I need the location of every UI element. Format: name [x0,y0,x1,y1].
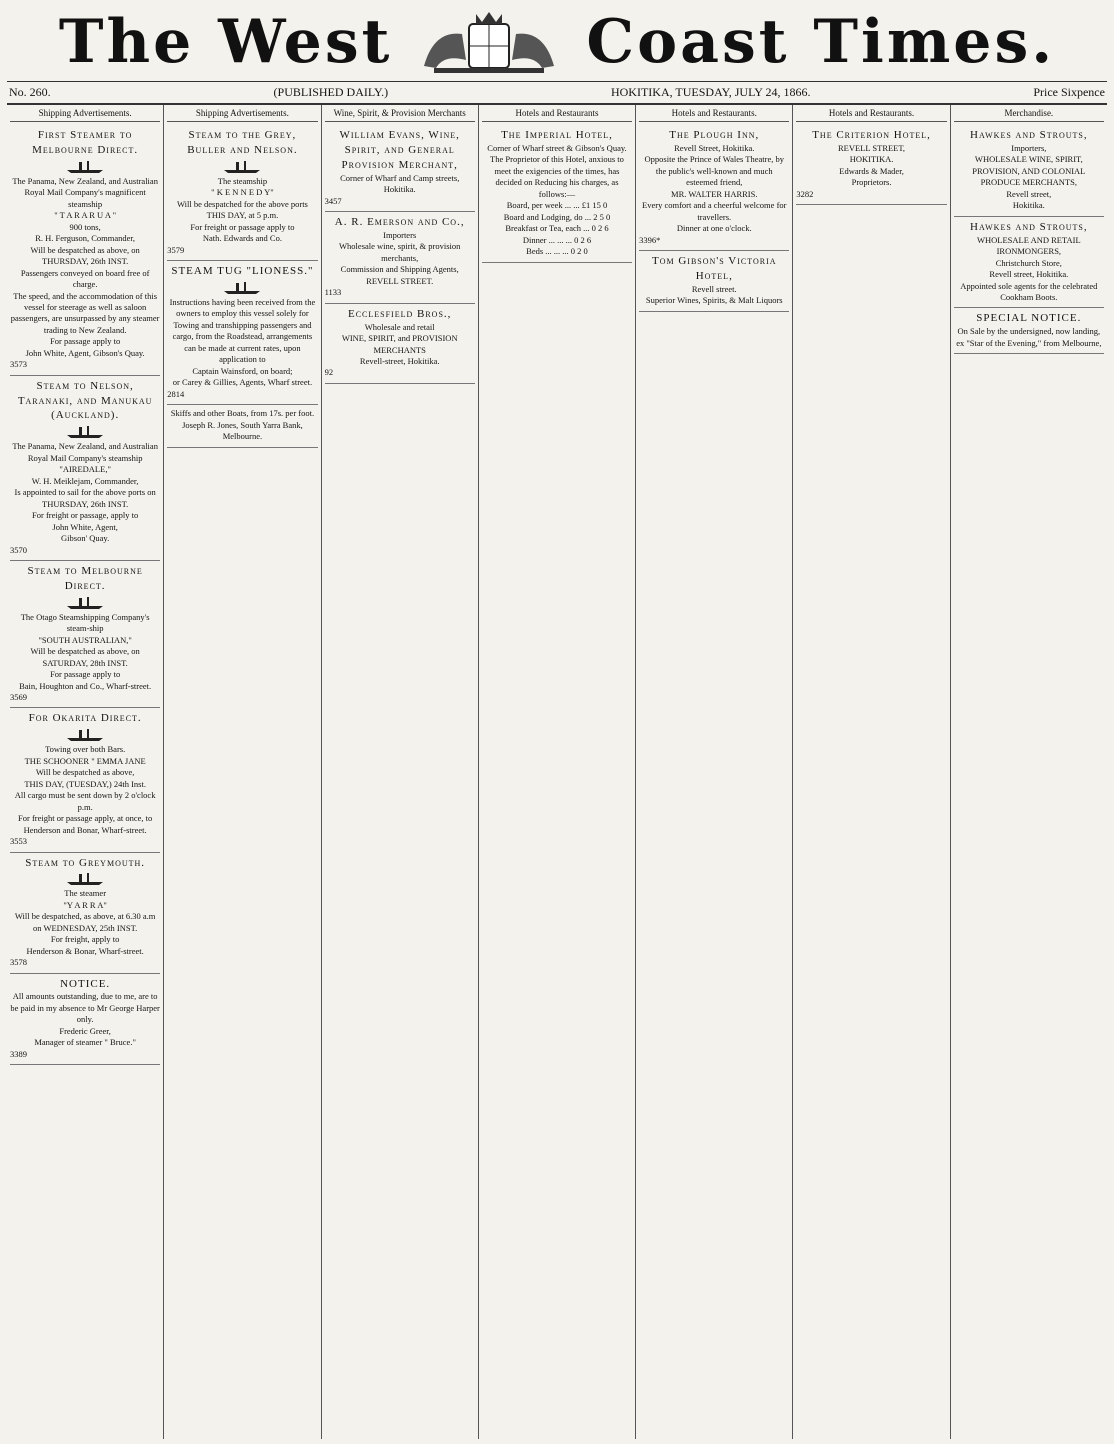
ad-line: Is appointed to sail for the above ports on [14,487,156,498]
ad-line: " K E N N E D Y" [211,187,274,198]
column-heading: Hotels and Restaurants. [796,105,946,122]
steamship-icon [65,728,105,742]
column-heading: Shipping Advertisements. [167,105,317,122]
ad-reference: 3389 [10,1048,27,1059]
ad-line: For freight or passage apply, at once, to [18,813,153,824]
column [164,105,321,1439]
ad-title: Steam to Melbourne Direct. [27,565,143,592]
ad-line: W. H. Meiklejam, Commander, [31,475,139,486]
advertisement [10,376,160,561]
ad-line: Revell street. [691,283,737,294]
ad-line: Henderson & Bonar, Wharf-street. [26,945,144,956]
ad-line: Superior Wines, Spirits, & Malt Liquors [645,295,783,306]
advertisement [954,125,1104,217]
advertisement [325,125,475,212]
ad-line: The steamer [64,888,107,899]
ad-line: The steamship [217,175,268,186]
ad-line: Revell street, [1006,188,1052,199]
ad-line: Manager of steamer " Bruce." [34,1037,136,1048]
advertisement [10,561,160,708]
ad-line: Dinner at one o'clock. [676,223,752,234]
ad-line: Frederic Greer, [59,1025,111,1036]
ad-line: Hokitika. [383,184,416,195]
ad-title: Ecclesfield Bros., [347,307,452,320]
column [793,105,950,1439]
ad-title: The Plough Inn, [669,129,760,142]
ad-line: Henderson and Bonar, Wharf-street. [23,824,147,835]
ad-reference: 1133 [324,287,342,298]
ad-line: MR. WALTER HARRIS. [671,188,758,199]
masthead-title-right: Coast Times. [586,7,1056,77]
masthead-title-left: The West [58,7,393,77]
ad-title: Steam to the Grey, Buller and Nelson. [187,129,298,156]
ad-title: For Okarita Direct. [28,712,142,725]
ad-reference: 3396* [639,234,661,245]
place-date: HOKITIKA, TUESDAY, JULY 24, 1866. [610,85,811,99]
ad-line: The Panama, New Zealand, and Australian Royal Mail Company's steamship [12,441,158,463]
ad-line: The Proprietor of this Hotel, anxious to meet the exigencies of the times, has decided on Reducing his charges, as follows:— [490,154,624,199]
ad-title: The Criterion Hotel, [812,129,931,142]
ad-line: " T A R A R U A " [54,210,117,221]
ad-line: Revell Street, Hokitika. [674,142,755,153]
ad-line: The Panama, New Zealand, and Australian Royal Mail Company's magnificent steamship [12,175,158,209]
advertisement [954,217,1104,309]
advertisement [639,251,789,312]
ad-title: Hawkes and Strouts, [970,129,1088,142]
ad-line: 900 tons, [69,221,101,232]
advertisement [167,405,317,447]
ad-line: The speed, and the accommodation of this vessel for steerage as well as saloon passengers, are unsurpassed by any steamer trading to New Zealand. [10,290,160,335]
ad-line: REVELL STREET, [838,142,906,153]
column-heading: Wine, Spirit, & Provision Merchants [325,105,475,122]
steamship-icon [65,872,105,886]
ad-line: Instructions having been received from the owners to employ this vessel solely for Towing and transhipping passengers and cargo, from the Roadstead, arrangements can be made at current rates, upon application to [169,296,316,365]
ad-reference: 2814 [167,388,185,399]
ad-line: Will be despatched as above, [35,767,135,778]
column-heading: Hotels and Restaurants [482,105,632,122]
ad-line: THIS DAY, (TUESDAY,) 24th Inst. [24,778,146,789]
ad-line: On Sale by the undersigned, now landing, ex "Star of the Evening," from Melbourne, [956,326,1102,348]
ad-line: Wholesale and retail [364,321,435,332]
ad-line: WHOLESALE WINE, SPIRIT, PROVISION, AND COLONIAL PRODUCE MERCHANTS, [972,154,1086,188]
steamship-icon [222,281,262,295]
ad-line: Bain, Houghton and Co., Wharf-street. [19,680,152,691]
edition-note: (PUBLISHED DAILY.) [273,85,389,99]
ad-line: Christchurch Store, [995,257,1062,268]
column [7,105,164,1439]
ad-reference: 3578 [10,957,27,968]
column [479,105,636,1439]
ad-line: Gibson' Quay. [61,533,110,544]
ad-line: THURSDAY, 26th INST. [42,498,129,509]
newspaper-page [7,3,1107,1438]
ad-line: For freight or passage apply to [190,221,295,232]
ad-reference: 3282 [796,188,814,199]
ad-line: The Otago Steamshipping Company's steam-ship [20,611,150,634]
ad-title: SPECIAL NOTICE. [976,312,1082,325]
ad-title: Tom Gibson's Victoria Hotel, [652,255,777,283]
ad-line: Board, per week ... ... £1 15 0 [506,200,608,211]
ad-line: Towing over both Bars. [45,744,126,755]
advertisement [482,125,632,263]
ad-line: Proprietors. [851,177,892,188]
ad-line: Passengers conveyed on board free of charge. [20,267,150,290]
advertisement [10,853,160,974]
ad-reference: 3570 [10,544,27,555]
ad-reference: 3457 [324,195,342,206]
advertisement [10,974,160,1066]
column [951,105,1107,1439]
ad-line: WHOLESALE AND RETAIL IRONMONGERS, [976,234,1081,257]
ad-line: Wholesale wine, spirit, & provision merchants, [339,241,461,263]
advertisement [954,308,1104,354]
ad-title: STEAM TUG "LIONESS." [171,265,314,278]
ad-line: "SOUTH AUSTRALIAN," [38,634,132,645]
ad-line: REVELL STREET. [366,275,434,286]
ad-line: John White, Agent, [52,521,118,532]
advertisement [325,304,475,384]
ad-line: HOKITIKA. [849,154,894,165]
ad-line: Edwards & Mader, [839,165,904,176]
ad-line: SATURDAY, 28th INST. [42,657,128,668]
ad-title: William Evans, Wine, Spirit, and General Provision Merchant, [339,129,460,171]
columns [7,105,1107,1439]
dateline [7,82,1107,105]
ad-line: Appointed sole agents for the celebrated Cookham Boots. [960,280,1098,302]
steamship-icon [65,596,105,610]
ad-line: Every comfort and a cheerful welcome for travellers. [642,200,787,222]
advertisement [167,125,317,261]
advertisement [167,261,317,405]
ad-title: First Steamer to Melbourne Direct. [32,129,139,156]
ad-line: Will be despatched for the above ports THIS DAY, at 5 p.m. [176,198,308,221]
column-heading: Hotels and Restaurants. [639,105,789,122]
ad-line: Corner of Wharf and Camp streets, [340,172,460,183]
ad-reference: 3553 [10,836,27,847]
ad-title: Steam to Greymouth. [25,856,146,869]
ad-line: For passage apply to [50,669,121,680]
ad-title: A. R. Emerson and Co., [334,216,465,229]
ad-line: Captain Wainsford, on board; [192,365,293,376]
ad-line: For freight or passage, apply to [32,510,139,521]
steamship-icon [65,160,105,174]
ad-line: Importers [383,229,417,240]
price: Price Sixpence [1033,85,1105,99]
advertisement [10,708,160,852]
issue-number: No. 260. [9,85,51,99]
ad-title: Steam to Nelson, Taranaki, and Manukau (Auckland). [17,379,153,422]
advertisement [639,125,789,251]
ad-line: Importers, [1011,142,1047,153]
ad-line: "AIREDALE," [59,464,111,475]
ad-line: Revell-street, Hokitika. [359,355,440,366]
ad-line: "Y A R R A" [63,899,107,910]
ad-line: Nath. Edwards and Co. [202,233,282,244]
ad-reference: 3579 [167,244,185,255]
ad-line: Board and Lodging, do ... 2 5 0 [503,211,611,222]
ad-line: For passage apply to [50,336,121,347]
ad-line: John White, Agent, Gibson's Quay. [25,347,145,358]
column-heading: Merchandise. [954,105,1104,122]
ad-line: Opposite the Prince of Wales Theatre, by the public's well-known and much esteemed friend, [644,154,784,188]
ad-line: R. H. Ferguson, Commander, [35,233,136,244]
steamship-icon [222,160,262,174]
ad-line: Skiffs and other Boats, from 17s. per foot. Joseph R. Jones, South Yarra Bank, Melbourne. [170,408,315,442]
masthead [7,3,1107,82]
ad-line: Beds ... ... ... 0 2 0 [526,246,588,257]
ad-reference: 3573 [10,359,27,370]
ad-line: THURSDAY, 26th INST. [42,256,129,267]
ad-line: Commission and Shipping Agents, [340,264,459,275]
ad-line: Hokitika. [1012,200,1045,211]
ad-line: For freight, apply to [50,934,120,945]
advertisement [796,125,946,205]
ad-line: Will be despatched as above, on [30,244,140,255]
ad-line: Revell street, Hokitika. [989,269,1069,280]
ad-line: Corner of Wharf street & Gibson's Quay. [487,142,627,153]
advertisement [10,125,160,376]
ad-line: Breakfast or Tea, each ... 0 2 6 [505,223,609,234]
ad-line: All amounts outstanding, due to me, are to be paid in my absence to Mr George Harper only. [10,991,160,1025]
ad-line: WINE, SPIRIT, and PROVISION MERCHANTS [341,333,458,355]
ad-line: Will be despatched, as above, at 6.30 a.m on WEDNESDAY, 25th INST. [14,911,156,933]
ad-reference: 3569 [10,691,27,702]
advertisement [325,212,475,304]
royal-crest-icon [414,10,564,74]
ad-reference: 92 [324,367,334,378]
ad-line: All cargo must be sent down by 2 o'clock p.m. [14,790,156,812]
column [322,105,479,1439]
column-heading: Shipping Advertisements. [10,105,160,122]
ad-line: THE SCHOONER " EMMA JANE [24,755,146,766]
ad-line: Will be despatched as above, on [30,646,140,657]
ad-title: The Imperial Hotel, [501,129,613,142]
steamship-icon [65,425,105,439]
column [636,105,793,1439]
ad-title: NOTICE. [60,977,111,990]
ad-title: Hawkes and Strouts, [970,220,1088,233]
ad-line: or Carey & Gillies, Agents, Wharf street. [172,377,313,388]
ad-line: Dinner ... ... ... 0 2 6 [522,234,592,245]
